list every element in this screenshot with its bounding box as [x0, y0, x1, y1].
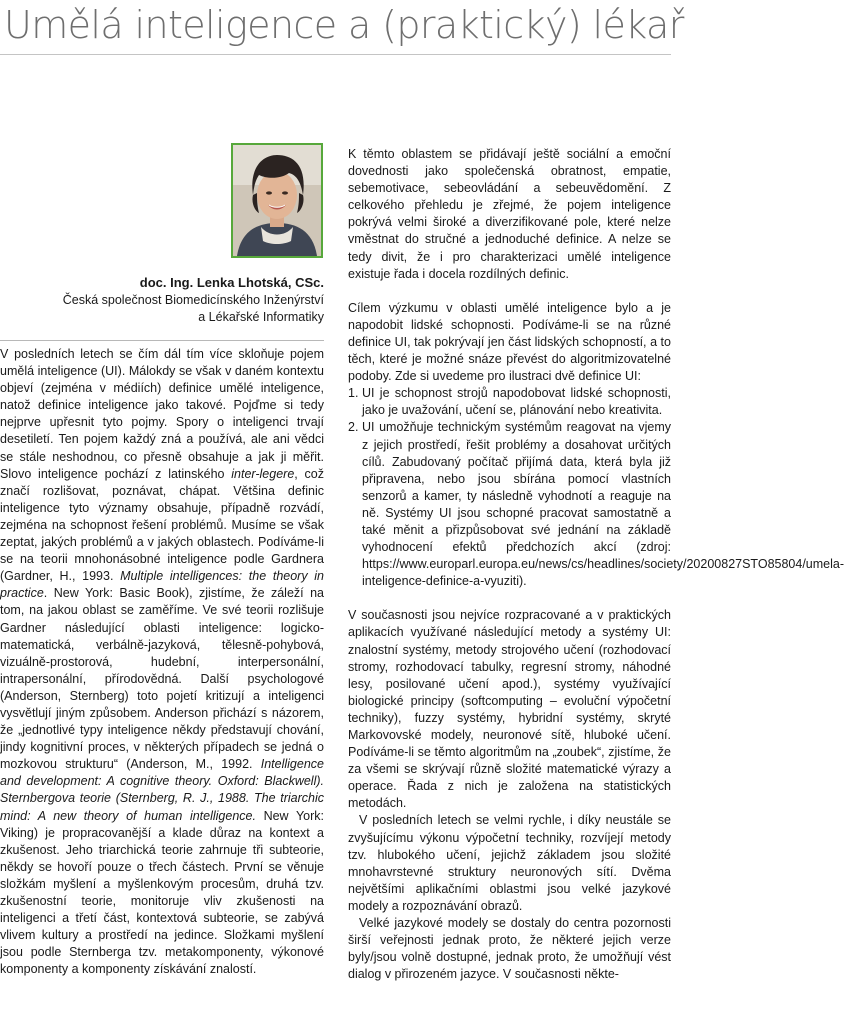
list-number: 1. — [348, 386, 359, 401]
text-run: . New York: Basic Book), zjistíme, že záleží na tom, na jakou oblast se zaměříme. Ve své teorii rozlišuje Gardner následující oblasti inteligence: logicko-matematická, verbálně-jazyková, tělesně-pohybová, vizuálně-prostorová, hudební, interpersonální, intrapersonální, přírodovědná. Další psychologové (Anderson, Sternberg) toto pojetí kritizují a inteligenci vysvětlují jiným způsobem. Anderson přichází s názorem, že „jednotlivé typy inteligence někdy představují chování, jindy kognitivní proces, v některých případech se jedná o mozkovou strukturu“ (Anderson, M., 1992. — [0, 586, 324, 772]
author-affiliation-line1: Česká společnost Biomedicínského Inženýrství — [62, 293, 324, 307]
right-column — [348, 146, 844, 983]
text-run: V posledních letech se čím dál tím více skloňuje pojem umělá inteligence (UI). Málokdy se však v daném kontextu objeví (zejména v médiích) definice umělé inteligence, natož definice inteligence jako takové. Pojďme si tedy nejprve upřesnit tyto pojmy. Spory o inteligenci trvají desetiletí. Ten pojem každý zná a používá, ale ani vědci se stále neshodnou, co přesně obsahuje a jak ji měřit. Slovo inteligence pochází z latinského — [0, 347, 324, 481]
paragraph-gap — [348, 590, 671, 607]
author-portrait-image — [233, 145, 321, 256]
book-citation: Intelligence and development: A cognitive theory. Oxford: Blackwell). Sternbergova teorie (Sternberg, R. J., 1988. The triarchic mind: A new theory of human intelligence. — [0, 757, 324, 823]
definitions-list — [348, 385, 844, 590]
paragraph: Cílem výzkumu v oblasti umělé inteligence bylo a je napodobit lidské schopnosti. Podíváme-li se na různé definice UI, tak pokrývají jen část lidských schopností, a to těch, které je možné snáze převést do algoritmizovatelné podoby. Zde si uvedeme pro ilustraci dvě definice UI: — [348, 300, 671, 384]
intro-paragraph — [0, 346, 324, 978]
article-title: Umělá inteligence a (praktický) lékař — [4, 3, 684, 47]
text-run: New York: Viking) je propracovanější a klade důraz na kontext a zkušenost. Jeho triarchická teorie zahrnuje tři subteorie, někdy se hovoří pouze o třech částech. První se věnuje složkám myšlení a myšlenkovým procesům, druhá tzv. zkušenostní teorie, monitoruje vliv zkušenosti na inteligenci a třetí část, kontextová subteorie, se zabývá vlivem kultury a prostředí na jedince. Složkami myšlení jsou podle Sternberga tzv. metakomponenty, výkonové komponenty a komponenty získávání znalostí. — [0, 808, 324, 977]
title-divider — [0, 54, 671, 55]
author-photo — [231, 143, 323, 258]
left-column — [0, 346, 324, 978]
list-item — [348, 385, 671, 419]
list-item-text: UI umožňuje technickým systémům reagovat na vjemy z jejich prostředí, řešit problémy a dosahovat určitých cílů. Zabudovaný počítač přijímá data, která byla již připravena, nebo jsou sbírána pomocí vlastních senzorů a kamer, ty následně vyhodnotí a reaguje na ně. Systémy UI jsou schopné pracovat samostatně a také měnit a přizpůsobovat své jednání na základě vyhodnocení efektů předchozích akcí (zdroj: https://www.europarl.europa.eu/news/cs/headlines/society/20200827STO85804/umela-inteligence-definice-a-vyuziti). — [362, 420, 844, 589]
author-name: doc. Ing. Lenka Lhotská, CSc. — [139, 275, 324, 290]
list-number: 2. — [348, 420, 359, 435]
paragraph: Velké jazykové modely se dostaly do centra pozornosti širší veřejnosti jednak proto, že některé jejich verze byly/jsou volně dostupné, jednak proto, že umožňují vést dialog v přirozeném jazyce. V současnosti někte- — [348, 916, 671, 982]
list-item — [348, 419, 844, 590]
author-byline — [10, 274, 324, 326]
text-run: , což značí rozlišovat, poznávat, chápat. Většina definic inteligence tyto významy obsahuje, případně rozvádí, zejména na schopnost řešení problémů. Musíme se však zeptat, jakých problémů a v jakých oblastech. Podíváme-li se na teorii mnohonásobné inteligence podle Gardnera (Gardner, H., 1993. — [0, 466, 324, 584]
byline-divider — [0, 340, 324, 341]
paragraph: V současnosti jsou nejvíce rozpracované a v praktických aplikacích využívané následující metody a systémy UI: znalostní systémy, metody strojového učení (rozhodovací stromy, rozhodovací tabulky, regresní stromy, náhodné lesy, posilované učení apod.), systémy využívající biologické principy (softcomputing – evoluční výpočetní techniky), fuzzy systémy, hybridní systémy, skryté Markovovské modely, neuronové sítě, hluboké učení. Podíváme-li se těmto algoritmům na „zoubek“, zjistíme, že za všemi se skrývají různě složité matematické výrazy a operace. Řada z nich je založena na statistických metodách. — [348, 608, 671, 811]
book-title: Multiple intelligences: the theory in practice — [0, 569, 324, 601]
author-affiliation-line2: a Lékařské Informatiky — [198, 310, 324, 324]
latin-term: inter-legere — [231, 466, 295, 481]
paragraph: V posledních letech se velmi rychle, i díky neustále se zvyšujícímu výkonu výpočetní techniky, rozvíjejí metody tzv. hlubokého učení, jejichž základem jsou složité mnohavrstevné struktury neuronových sítí. Dvěma největšími aplikačními oblastmi jsou velké jazykové modely a rozpoznávání obrazů. — [348, 813, 671, 913]
paragraph: K těmto oblastem se přidávají ještě sociální a emoční dovednosti jako společenská obratnost, empatie, sebemotivace, sebeovládání a sebeuvědomění. Z celkového přehledu je zřejmé, že pojem inteligence pokrývá velmi široké a diverzifikované pole, které nelze vměstnat do stručné a jednoduché definice. A nelze se tedy divit, že i pro charakterizaci umělé inteligence existuje řada i docela rozdílných definic. — [348, 147, 671, 281]
paragraph-gap — [348, 283, 671, 300]
list-item-text: UI je schopnost strojů napodobovat lidské schopnosti, jako je uvažování, učení se, plánování nebo kreativita. — [362, 386, 671, 418]
